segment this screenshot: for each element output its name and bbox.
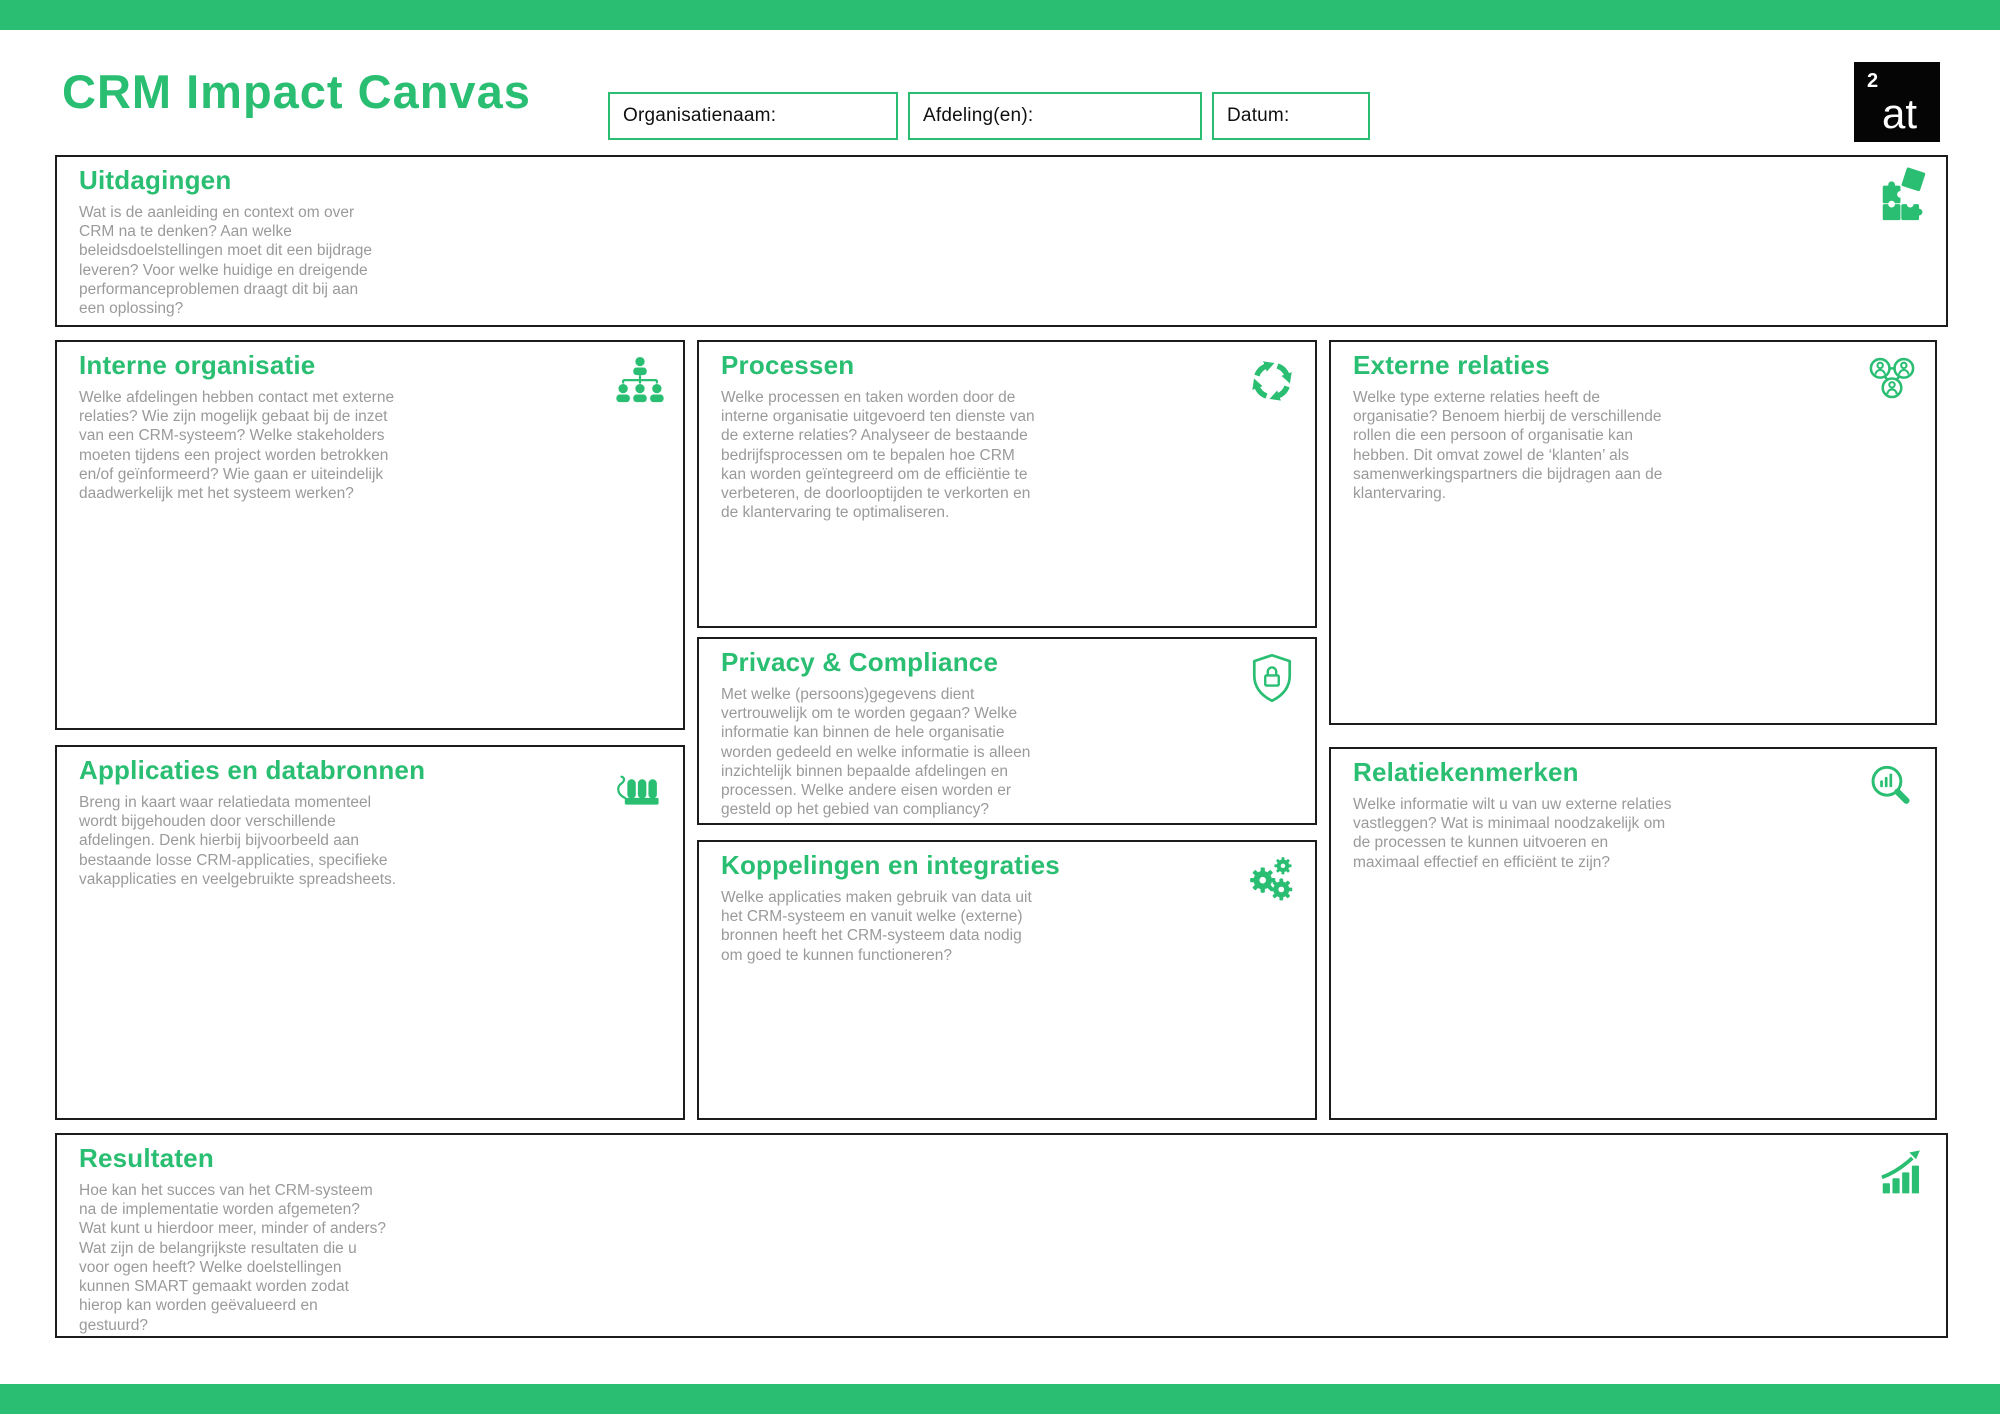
processen-description: Welke processen en taken worden door de interne organisatie uitgevoerd ten dienste van de externe relaties? Analyseer de bestaande bedrijfsprocessen om te bepalen hoe CRM kan worden geïntegreerd om de efficiëntie te verbeteren, de doorlooptijden te verkorten en de klantervaring te optimaliseren. xyxy=(721,389,1035,522)
resultaten-description: Hoe kan het succes van het CRM-systeem na de implementatie worden afgemeten? Wat kunt u hierdoor meer, minder of anders? Wat zijn de belangrijkste resultaten die u voor ogen heeft? Welke doelstellingen kunnen SMART gemaakt worden zodat hierop kan worden geëvalueerd en gestuurd? xyxy=(79,1182,386,1334)
externe-relaties-title: Externe relaties xyxy=(1353,350,1550,380)
interne-organisatie-description: Welke afdelingen hebben contact met externe relaties? Wie zijn mogelijk gebaat bij de inzet van een CRM-systeem? Welke stakeholders moeten tijdens een project worden betrokken en/of geïnformeerd? Wie gaan er uiteindelijk daadwerkelijk met het systeem werken? xyxy=(79,389,395,503)
section-interne-organisatie xyxy=(55,340,685,730)
gears-icon xyxy=(1245,854,1299,908)
database-icon xyxy=(613,759,667,813)
relatiekenmerken-title: Relatiekenmerken xyxy=(1353,757,1579,787)
afdelingen-field[interactable] xyxy=(908,92,1202,140)
datum-field[interactable] xyxy=(1212,92,1370,140)
section-applicaties-databronnen xyxy=(55,745,685,1120)
logo-superscript: 2 xyxy=(1867,70,1879,92)
applicaties-databronnen-description: Breng in kaart waar relatiedata momenteel wordt bijgehouden door verschillende afdelingen. Denk hierbij bijvoorbeeld aan bestaande losse CRM-applicaties, specifieke vakapplicaties en veelgebruikte spreadsheets. xyxy=(79,794,397,888)
2at-logo xyxy=(1854,62,1940,142)
externe-relaties-description: Welke type externe relaties heeft de organisatie? Benoem hierbij de verschillende rollen die een persoon of organisatie kan hebben. Dit omvat zowel de ‘klanten’ als samenwerkingspartners die bijdragen aan de klantervaring. xyxy=(1353,389,1663,503)
datum-label: Datum: xyxy=(1227,105,1290,126)
growth-chart-icon xyxy=(1876,1147,1930,1201)
network-people-icon xyxy=(1865,354,1919,408)
section-koppelingen-integraties xyxy=(697,840,1317,1120)
organisatienaam-field[interactable] xyxy=(608,92,898,140)
section-uitdagingen xyxy=(55,155,1948,327)
afdelingen-label: Afdeling(en): xyxy=(923,105,1034,126)
resultaten-title: Resultaten xyxy=(79,1143,214,1173)
magnifier-chart-icon xyxy=(1865,761,1919,815)
shield-lock-icon xyxy=(1245,651,1299,705)
koppelingen-integraties-title: Koppelingen en integraties xyxy=(721,850,1060,880)
applicaties-databronnen-title: Applicaties en databronnen xyxy=(79,755,426,785)
uitdagingen-description: Wat is de aanleiding en context om over CRM na te denken? Aan welke beleidsdoelstellingen moet dit een bijdrage leveren? Voor welke huidige en dreigende performanceproblemen draagt dit bij aan een oplossing? xyxy=(79,204,372,318)
logo-text: at xyxy=(1882,90,1918,137)
process-cycle-icon xyxy=(1245,354,1299,408)
processen-title: Processen xyxy=(721,350,855,380)
section-relatiekenmerken xyxy=(1329,747,1937,1120)
section-privacy-compliance xyxy=(697,637,1317,825)
top-accent-bar xyxy=(0,0,2000,30)
bottom-accent-bar xyxy=(0,1384,2000,1414)
privacy-compliance-description: Met welke (persoons)gegevens dient vertrouwelijk om te worden gegaan? Welke informatie kan binnen de hele organisatie worden gedeeld en welke informatie is alleen inzichtelijk binnen bepaalde afdelingen en processen. Welke andere eisen worden er gesteld op het gebied van compliancy? xyxy=(721,686,1031,819)
relatiekenmerken-description: Welke informatie wilt u van uw externe relaties vastleggen? Wat is minimaal noodzakelijk om de processen te kunnen uitvoeren en maximaal effectief en efficiënt te zijn? xyxy=(1353,796,1672,871)
section-externe-relaties xyxy=(1329,340,1937,725)
section-resultaten xyxy=(55,1133,1948,1338)
privacy-compliance-title: Privacy & Compliance xyxy=(721,647,999,677)
section-processen xyxy=(697,340,1317,628)
organisatienaam-label: Organisatienaam: xyxy=(623,105,777,126)
interne-organisatie-title: Interne organisatie xyxy=(79,350,316,380)
uitdagingen-title: Uitdagingen xyxy=(79,165,232,195)
org-chart-icon xyxy=(613,354,667,408)
puzzle-icon xyxy=(1876,167,1930,221)
koppelingen-integraties-description: Welke applicaties maken gebruik van data uit het CRM-systeem en vanuit welke (externe) bronnen heeft het CRM-systeem data nodig om goed te kunnen functioneren? xyxy=(721,889,1032,964)
page-title: CRM Impact Canvas xyxy=(62,65,531,118)
